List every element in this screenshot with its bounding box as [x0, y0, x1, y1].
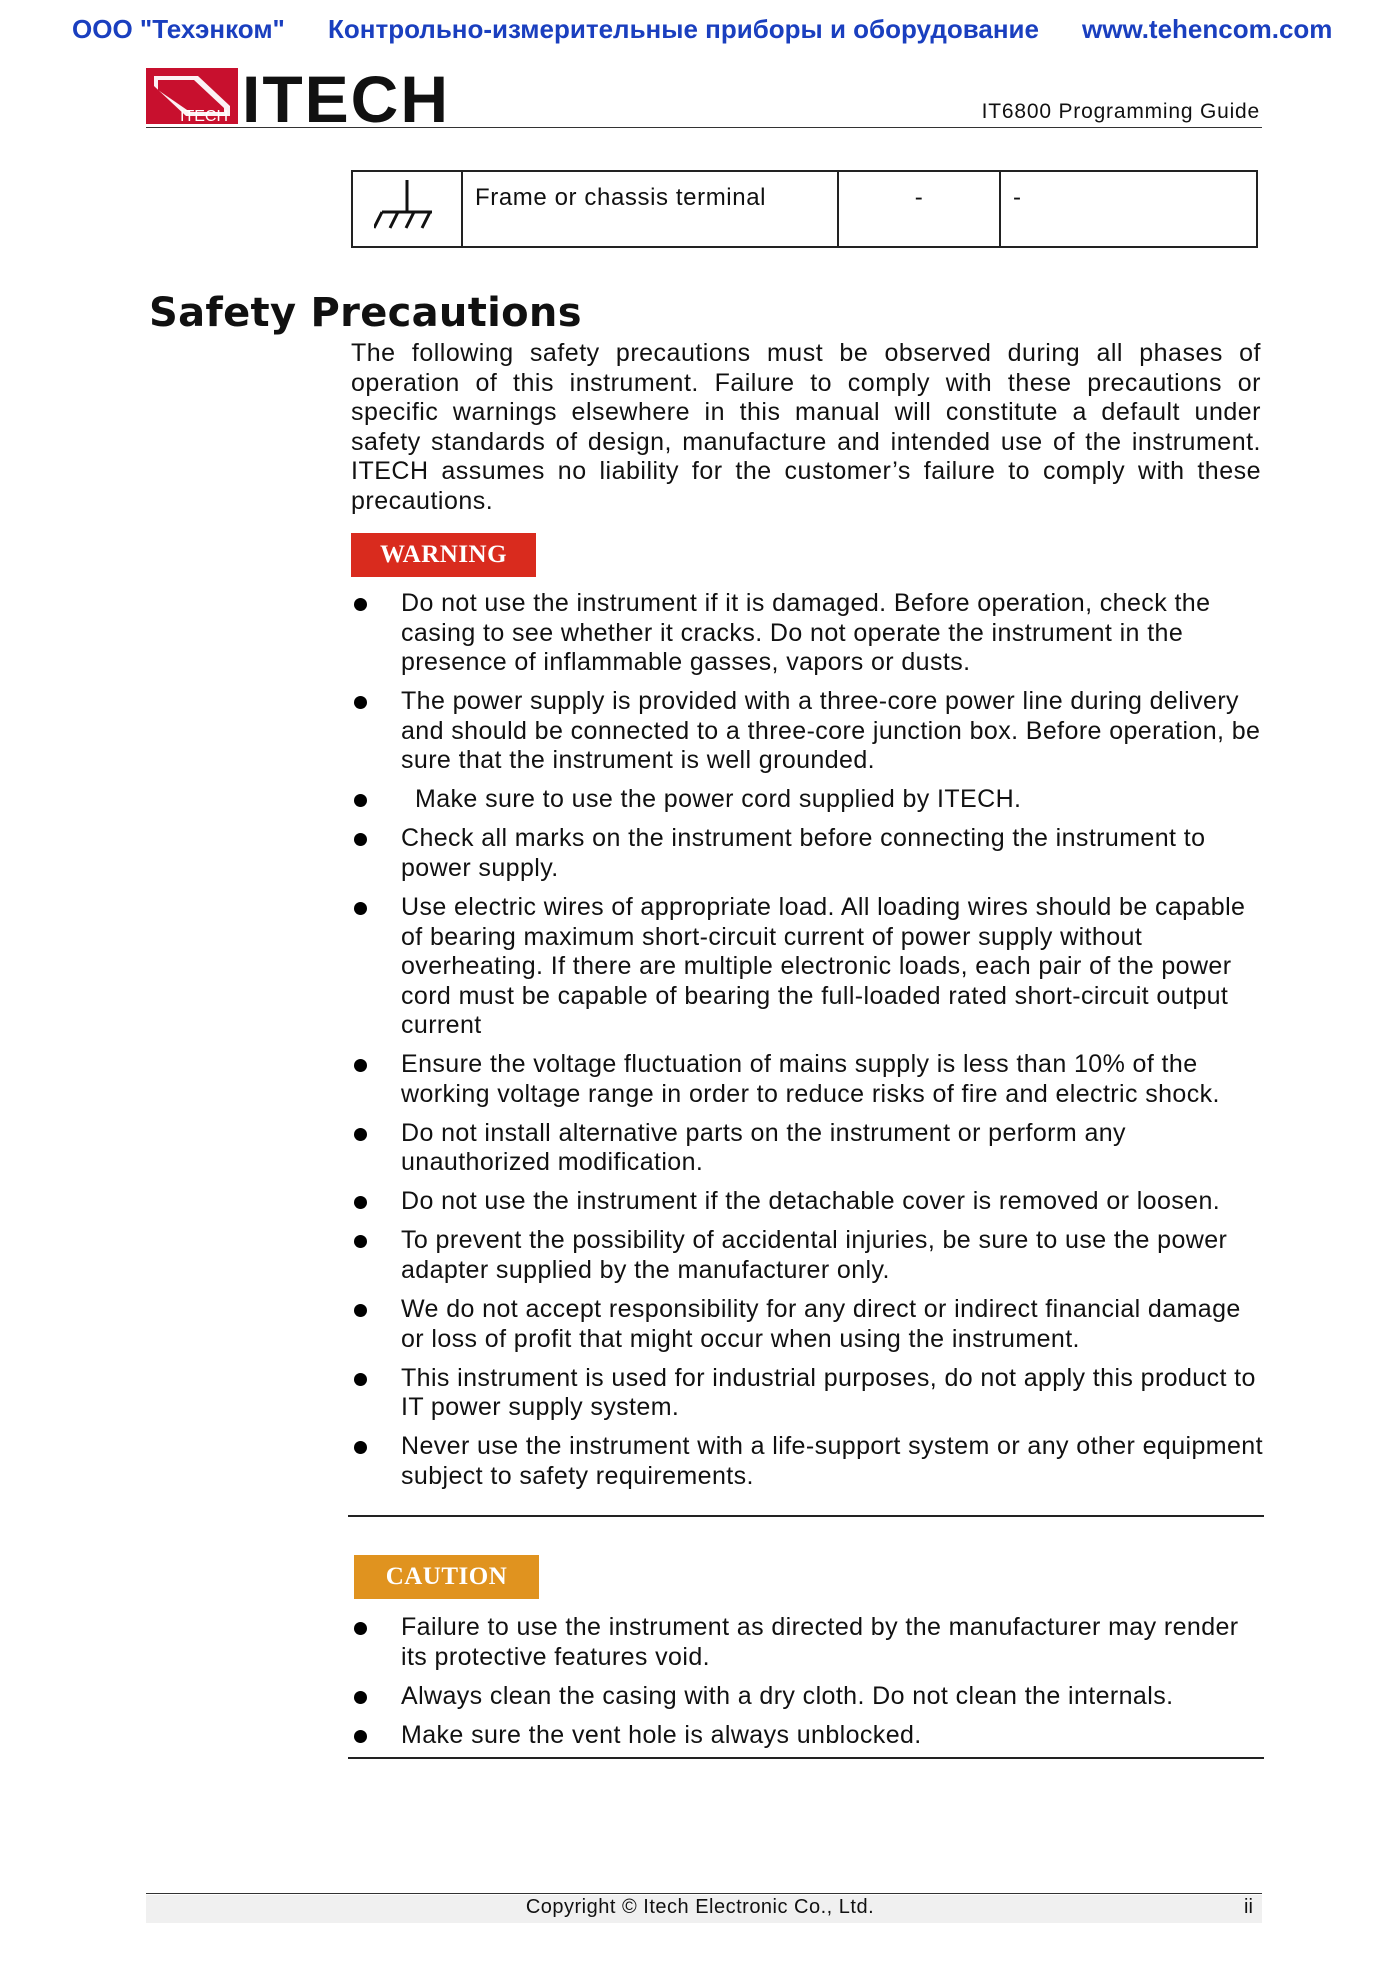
banner-company: ООО "Техэнком"	[72, 14, 285, 44]
list-item	[351, 824, 1264, 883]
list-item-text: Use electric wires of appropriate load. All loading wires should be capable of bearing maximum short-circuit current of power supply without overheating. If there are multiple electronic loads, each pair of the power cord must be capable of bearing the full-loaded rated short-circuit output current	[401, 892, 1246, 1040]
list-item-text: The power supply is provided with a three-core power line during delivery and should be connected to a three-core junction box. Before operation, be sure that the instrument is well grounded.	[401, 687, 1261, 775]
bullet-icon	[354, 1196, 367, 1209]
list-item-text: Make sure to use the power cord supplied by ITECH.	[415, 785, 1022, 814]
list-item	[351, 1226, 1264, 1285]
page-number: ii	[1244, 1896, 1253, 1918]
banner-description: Контрольно-измерительные приборы и оборудование	[328, 14, 1039, 44]
footer-copyright: Copyright © Itech Electronic Co., Ltd.	[525, 1896, 875, 1918]
footer-divider	[146, 1893, 1262, 1894]
list-item-text: Do not use the instrument if the detachable cover is removed or loosen.	[401, 1187, 1221, 1216]
list-item	[351, 1364, 1264, 1423]
caution-badge: CAUTION	[354, 1555, 539, 1599]
list-item	[351, 1432, 1264, 1491]
list-item	[351, 1050, 1264, 1109]
bullet-icon	[354, 1304, 367, 1317]
list-item	[351, 1295, 1264, 1354]
bullet-icon	[354, 833, 367, 846]
list-item	[351, 1613, 1264, 1672]
bullet-icon	[354, 1128, 367, 1141]
list-item-text: Do not use the instrument if it is damaged. Before operation, check the casing to see whether it cracks. Do not operate the instrument in the presence of inflammable gasses, vapors or dusts.	[401, 589, 1211, 677]
symbol-col4: -	[1000, 171, 1257, 247]
bullet-icon	[354, 696, 367, 709]
caution-list	[351, 1613, 1264, 1760]
symbol-description: Frame or chassis terminal	[462, 171, 838, 247]
list-item-text: Do not install alternative parts on the instrument or perform any unauthorized modification.	[401, 1118, 1126, 1177]
list-item	[351, 1721, 1264, 1751]
list-item	[351, 687, 1264, 776]
warning-divider	[348, 1515, 1264, 1517]
logo-main-text: ITECH	[242, 66, 450, 128]
bullet-icon	[354, 1441, 367, 1454]
bullet-icon	[354, 794, 367, 807]
list-item-text: Make sure the vent hole is always unblocked.	[401, 1720, 922, 1749]
list-item	[351, 893, 1264, 1041]
bullet-icon	[354, 1622, 367, 1635]
bullet-icon	[354, 1730, 367, 1743]
banner-website-link[interactable]: www.tehencom.com	[1082, 14, 1333, 44]
list-item-text: Never use the instrument with a life-support system or any other equipment subject to safety requirements.	[401, 1432, 1263, 1490]
symbol-col3: -	[838, 171, 1000, 247]
bullet-icon	[354, 1235, 367, 1248]
bullet-icon	[354, 1059, 367, 1072]
list-item-text: We do not accept responsibility for any direct or indirect financial damage or loss of profit that might occur when using the instrument.	[401, 1294, 1241, 1353]
bullet-icon	[354, 598, 367, 611]
warning-list	[351, 589, 1264, 1501]
page-title: Safety Precautions	[149, 290, 582, 336]
list-item	[351, 1187, 1264, 1217]
list-item-text: This instrument is used for industrial purposes, do not apply this product to IT power supply system.	[401, 1363, 1256, 1422]
caution-divider	[348, 1757, 1264, 1759]
bullet-icon	[354, 1373, 367, 1386]
list-item-text: To prevent the possibility of accidental injuries, be sure to use the power adapter supplied by the manufacturer only.	[401, 1226, 1228, 1284]
table-row	[352, 171, 1257, 247]
chassis-ground-icon	[374, 176, 440, 236]
list-item-text: Failure to use the instrument as directed by the manufacturer may render its protective features void.	[401, 1613, 1239, 1671]
symbol-table	[351, 170, 1258, 248]
symbol-icon-cell	[352, 171, 462, 247]
top-banner	[0, 14, 1400, 48]
logo-small-text: ITECH	[180, 108, 228, 125]
list-item	[351, 1682, 1264, 1712]
bullet-icon	[354, 902, 367, 915]
intro-paragraph: The following safety precautions must be observed during all phases of operation of this instrument. Failure to comply with these precautions or specific warnings elsewhere in this manual will constitute a default under safety standards of design, manufacture and intended use of the instrument. ITECH assumes no liability for the customer’s failure to comply with these precautions.	[351, 339, 1261, 515]
list-item-text: Ensure the voltage fluctuation of mains supply is less than 10% of the working voltage range in order to reduce risks of fire and electric shock.	[401, 1050, 1220, 1108]
list-item-text: Always clean the casing with a dry cloth. Do not clean the internals.	[401, 1681, 1174, 1710]
list-item	[351, 785, 1264, 815]
guide-title: IT6800 Programming Guide	[981, 100, 1260, 123]
list-item	[351, 589, 1264, 678]
warning-badge: WARNING	[351, 533, 536, 577]
bullet-icon	[354, 1691, 367, 1704]
header-divider	[146, 127, 1262, 128]
list-item-text: Check all marks on the instrument before connecting the instrument to power supply.	[401, 824, 1206, 882]
itech-logo	[146, 66, 460, 128]
list-item	[351, 1119, 1264, 1178]
